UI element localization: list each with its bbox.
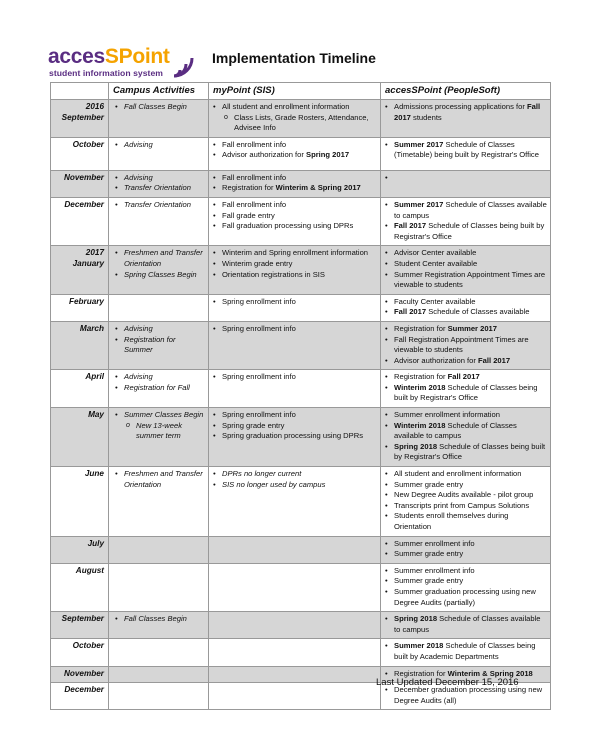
- month-label: August: [75, 565, 104, 575]
- month-cell: [51, 321, 109, 369]
- list-item: • Advisor Center available: [384, 248, 547, 259]
- list-item: • Advising: [114, 372, 205, 383]
- campus-cell: [109, 612, 209, 639]
- list-item: • Summer enrollment info: [384, 539, 547, 550]
- mypoint-cell: [209, 563, 381, 611]
- accesspoint-cell: [381, 137, 551, 170]
- campus-cell: [109, 639, 209, 666]
- list-item: • Advising: [114, 140, 205, 151]
- accesspoint-cell: [381, 370, 551, 408]
- campus-cell: [109, 683, 209, 710]
- table-row: [51, 197, 551, 245]
- list-item: • Summer 2017 Schedule of Classes (Timetable) being built by Registrar's Office: [384, 140, 547, 161]
- list-item: • Fall 2017 Schedule of Classes being built by Registrar's Office: [384, 221, 547, 242]
- month-label: January: [72, 258, 104, 268]
- table-row: [51, 137, 551, 170]
- list-item: • Spring 2018 Schedule of Classes being built by Registrar's Office: [384, 442, 547, 463]
- mypoint-cell: [209, 639, 381, 666]
- mypoint-cell: [209, 321, 381, 369]
- accesspoint-cell: [381, 536, 551, 563]
- month-label: March: [79, 323, 104, 333]
- list-item: • Winterim 2018 Schedule of Classes available to campus: [384, 421, 547, 442]
- list-item: o Class Lists, Grade Rosters, Attendance, Advisee Info: [212, 113, 377, 134]
- list-item: • Fall enrollment info: [212, 173, 377, 184]
- table-row: [51, 294, 551, 321]
- month-cell: [51, 137, 109, 170]
- accesspoint-cell: [381, 408, 551, 467]
- list-item: • Students enroll themselves during Orientation: [384, 511, 547, 532]
- list-item: • Spring enrollment info: [212, 297, 377, 308]
- month-label: December: [64, 199, 104, 209]
- mypoint-cell: [209, 246, 381, 294]
- table-row: [51, 408, 551, 467]
- table-row: [51, 536, 551, 563]
- list-item: • Fall graduation processing using DPRs: [212, 221, 377, 232]
- campus-cell: [109, 408, 209, 467]
- table-row: [51, 246, 551, 294]
- list-item: • Freshmen and Transfer Orientation: [114, 469, 205, 490]
- mypoint-cell: [209, 467, 381, 537]
- list-item: • All student and enrollment information: [384, 469, 547, 480]
- mypoint-cell: [209, 683, 381, 710]
- table-row: [51, 321, 551, 369]
- list-item: • Fall Classes Begin: [114, 614, 205, 625]
- table-row: [51, 100, 551, 138]
- list-item: • Spring Classes Begin: [114, 270, 205, 281]
- month-label: May: [88, 410, 104, 420]
- list-item: • Faculty Center available: [384, 297, 547, 308]
- list-item: • Advising: [114, 324, 205, 335]
- accesspoint-logo: [48, 46, 198, 84]
- list-item: • Winterim and Spring enrollment information: [212, 248, 377, 259]
- list-item: • Advisor authorization for Fall 2017: [384, 356, 547, 367]
- accesspoint-cell: [381, 100, 551, 138]
- list-item: • Advising: [114, 173, 205, 184]
- header-mypoint: myPoint (SIS): [209, 83, 381, 100]
- mypoint-cell: [209, 294, 381, 321]
- list-item: • Orientation registrations in SIS: [212, 270, 377, 281]
- mypoint-cell: [209, 370, 381, 408]
- list-item: • Winterim 2018 Schedule of Classes being built by Registrar's Office: [384, 383, 547, 404]
- accesspoint-cell: [381, 639, 551, 666]
- list-item: • Summer Registration Appointment Times are viewable to students: [384, 270, 547, 291]
- accesspoint-cell: [381, 467, 551, 537]
- month-label: October: [72, 641, 104, 651]
- campus-cell: [109, 370, 209, 408]
- campus-cell: [109, 137, 209, 170]
- month-cell: [51, 408, 109, 467]
- month-cell: [51, 370, 109, 408]
- list-item: • Advisor authorization for Spring 2017: [212, 150, 377, 161]
- list-item: • Summer 2017 Schedule of Classes available to campus: [384, 200, 547, 221]
- accesspoint-cell: [381, 612, 551, 639]
- campus-cell: [109, 467, 209, 537]
- list-item: • December graduation processing using new Degree Audits (all): [384, 685, 547, 706]
- accesspoint-cell: [381, 563, 551, 611]
- list-item: • Winterim grade entry: [212, 259, 377, 270]
- list-item: • Admissions processing applications for Fall 2017 students: [384, 102, 547, 123]
- campus-cell: [109, 294, 209, 321]
- mypoint-cell: [209, 666, 381, 683]
- month-label: September: [61, 112, 104, 122]
- list-item: • Fall Classes Begin: [114, 102, 205, 113]
- list-item: • Fall enrollment info: [212, 140, 377, 151]
- month-label: December: [64, 685, 104, 695]
- accesspoint-cell: [381, 197, 551, 245]
- list-item: • Summer grade entry: [384, 549, 547, 560]
- campus-cell: [109, 536, 209, 563]
- list-item: • New Degree Audits available - pilot group: [384, 490, 547, 501]
- list-item: • Fall enrollment info: [212, 200, 377, 211]
- campus-cell: [109, 100, 209, 138]
- accesspoint-cell: [381, 321, 551, 369]
- month-label: October: [72, 139, 104, 149]
- list-item: • Registration for Summer 2017: [384, 324, 547, 335]
- month-cell: [51, 170, 109, 197]
- month-label: September: [61, 614, 104, 624]
- list-item: • Spring enrollment info: [212, 372, 377, 383]
- mypoint-cell: [209, 137, 381, 170]
- accesspoint-cell: [381, 170, 551, 197]
- last-updated: Last Updated December 15, 2016: [376, 677, 519, 688]
- list-item: • Summer Classes Begin: [114, 410, 205, 421]
- page-title: Implementation Timeline: [212, 50, 376, 66]
- list-item: • Transfer Orientation: [114, 200, 205, 211]
- month-cell: [51, 294, 109, 321]
- month-cell: [51, 639, 109, 666]
- list-item: • Student Center available: [384, 259, 547, 270]
- list-item: • Transcripts print from Campus Solutions: [384, 501, 547, 512]
- month-label: April: [85, 372, 104, 382]
- list-item: • Registration for Fall: [114, 383, 205, 394]
- list-item: • Summer grade entry: [384, 576, 547, 587]
- mypoint-cell: [209, 612, 381, 639]
- list-item: • Fall grade entry: [212, 211, 377, 222]
- month-label: November: [63, 172, 104, 182]
- table-row: [51, 170, 551, 197]
- list-item: • Summer enrollment information: [384, 410, 547, 421]
- month-label: February: [68, 296, 104, 306]
- month-cell: [51, 246, 109, 294]
- list-item: • Spring 2018 Schedule of Classes available to campus: [384, 614, 547, 635]
- list-item: • Registration for Winterim & Spring 2017: [212, 183, 377, 194]
- campus-cell: [109, 246, 209, 294]
- table-row: [51, 612, 551, 639]
- list-item: • Summer graduation processing using new Degree Audits (partially): [384, 587, 547, 608]
- campus-cell: [109, 170, 209, 197]
- list-item: • Summer enrollment info: [384, 566, 547, 577]
- mypoint-cell: [209, 536, 381, 563]
- list-item: • Summer 2018 Schedule of Classes being built by Academic Departments: [384, 641, 547, 662]
- campus-cell: [109, 197, 209, 245]
- header-accesspoint: accesSPoint (PeopleSoft): [381, 83, 551, 100]
- list-item: o New 13-week summer term: [114, 421, 205, 442]
- month-cell: [51, 666, 109, 683]
- table-row: [51, 370, 551, 408]
- list-item: • Fall Registration Appointment Times are viewable to students: [384, 335, 547, 356]
- table-header-row: [51, 83, 551, 100]
- list-item: • Spring enrollment info: [212, 410, 377, 421]
- month-label: June: [84, 469, 104, 479]
- list-item: • Registration for Summer: [114, 335, 205, 356]
- month-cell: [51, 100, 109, 138]
- header-month: [51, 83, 109, 100]
- header-campus-activities: Campus Activities: [109, 83, 209, 100]
- mypoint-cell: [209, 100, 381, 138]
- campus-cell: [109, 666, 209, 683]
- accesspoint-cell: [381, 294, 551, 321]
- list-item: • Spring graduation processing using DPRs: [212, 431, 377, 442]
- month-label: 2016: [85, 102, 104, 111]
- month-label: July: [87, 538, 104, 548]
- timeline-table: [50, 82, 551, 710]
- list-item: • Fall 2017 Schedule of Classes available: [384, 307, 547, 318]
- month-label: 2017: [85, 248, 104, 258]
- month-cell: [51, 467, 109, 537]
- campus-cell: [109, 321, 209, 369]
- accesspoint-cell: [381, 246, 551, 294]
- list-item: • Registration for Winterim & Spring 2018: [384, 669, 547, 680]
- month-cell: [51, 683, 109, 710]
- list-item: • Summer grade entry: [384, 480, 547, 491]
- table-row: [51, 639, 551, 666]
- month-label: November: [63, 668, 104, 678]
- mypoint-cell: [209, 197, 381, 245]
- logo-wordmark: accesSPoint: [48, 45, 170, 68]
- list-item: • Registration for Fall 2017: [384, 372, 547, 383]
- table-row: [51, 563, 551, 611]
- list-item: • SIS no longer used by campus: [212, 480, 377, 491]
- mypoint-cell: [209, 170, 381, 197]
- mypoint-cell: [209, 408, 381, 467]
- signal-waves-icon: [170, 46, 198, 78]
- logo-tagline: student information system: [49, 68, 163, 78]
- list-item: • Freshmen and Transfer Orientation: [114, 248, 205, 269]
- month-cell: [51, 197, 109, 245]
- list-item: • Spring grade entry: [212, 421, 377, 432]
- month-cell: [51, 612, 109, 639]
- list-item: • All student and enrollment information: [212, 102, 377, 113]
- month-cell: [51, 536, 109, 563]
- table-row: [51, 467, 551, 537]
- month-cell: [51, 563, 109, 611]
- list-item: • Spring enrollment info: [212, 324, 377, 335]
- list-item: • Transfer Orientation: [114, 183, 205, 194]
- campus-cell: [109, 563, 209, 611]
- list-item: • DPRs no longer current: [212, 469, 377, 480]
